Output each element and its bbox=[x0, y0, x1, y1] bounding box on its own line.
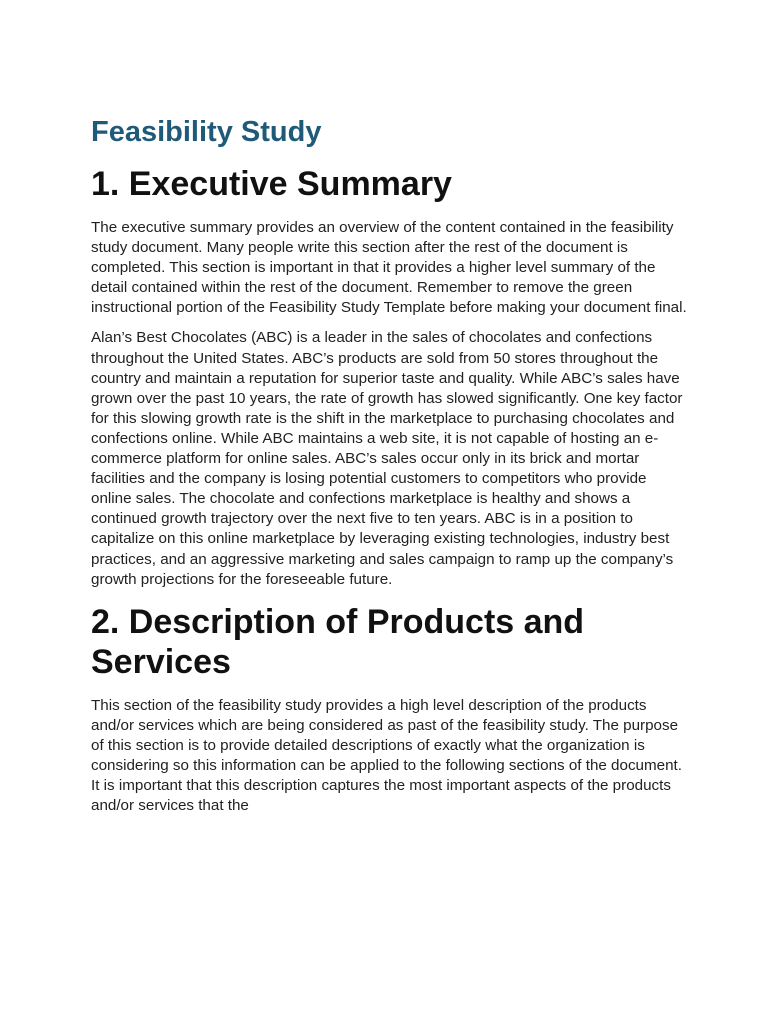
products-services-paragraph-1: This section of the feasibility study provides a high level description of the products and/or services which are being considered as past of the feasibility study. The purpose of this section is to provide detailed descriptions of exactly what the organization is considering so this information can be applied to the following sections of the document. It is important that this description captures the most important aspects of the products and/or services that the bbox=[91, 696, 682, 815]
section-heading-executive-summary: 1. Executive Summary bbox=[91, 165, 452, 203]
section-heading-products-services: 2. Description of Products and Services bbox=[91, 602, 585, 681]
executive-summary-paragraph-2: Alan’s Best Chocolates (ABC) is a leader in the sales of chocolates and confections throughout the United States. ABC’s products are sold from 50 stores throughout the country and maintain a reputation for superior taste and quality. While ABC’s sales have grown over the past 10 years, the rate of growth has slowed significantly. One key factor for this slowing growth rate is the shift in the marketplace to purchasing chocolates and confections online. While ABC maintains a web site, it is not capable of hosting an e-commerce platform for online sales. ABC’s sales occur only in its brick and mortar facilities and the company is losing potential customers to competitors who provide online sales. The chocolate and confections marketplace is healthy and shows a continued growth trajectory over the next five to ten years. ABC is in a position to capitalize on this online marketplace by leveraging existing technologies, industry best practices, and an aggressive marketing and sales campaign to ramp up the company’s growth projections for the foreseeable future. bbox=[91, 329, 683, 588]
executive-summary-paragraph-1: The executive summary provides an overview of the content contained in the feasibility study document. Many people write this section after the rest of the document is completed. This section is important in that it provides a higher level summary of the detail contained within the rest of the document. Remember to remove the green instructional portion of the Feasibility Study Template before making your document final. bbox=[91, 219, 687, 317]
document-title: Feasibility Study bbox=[91, 116, 322, 148]
